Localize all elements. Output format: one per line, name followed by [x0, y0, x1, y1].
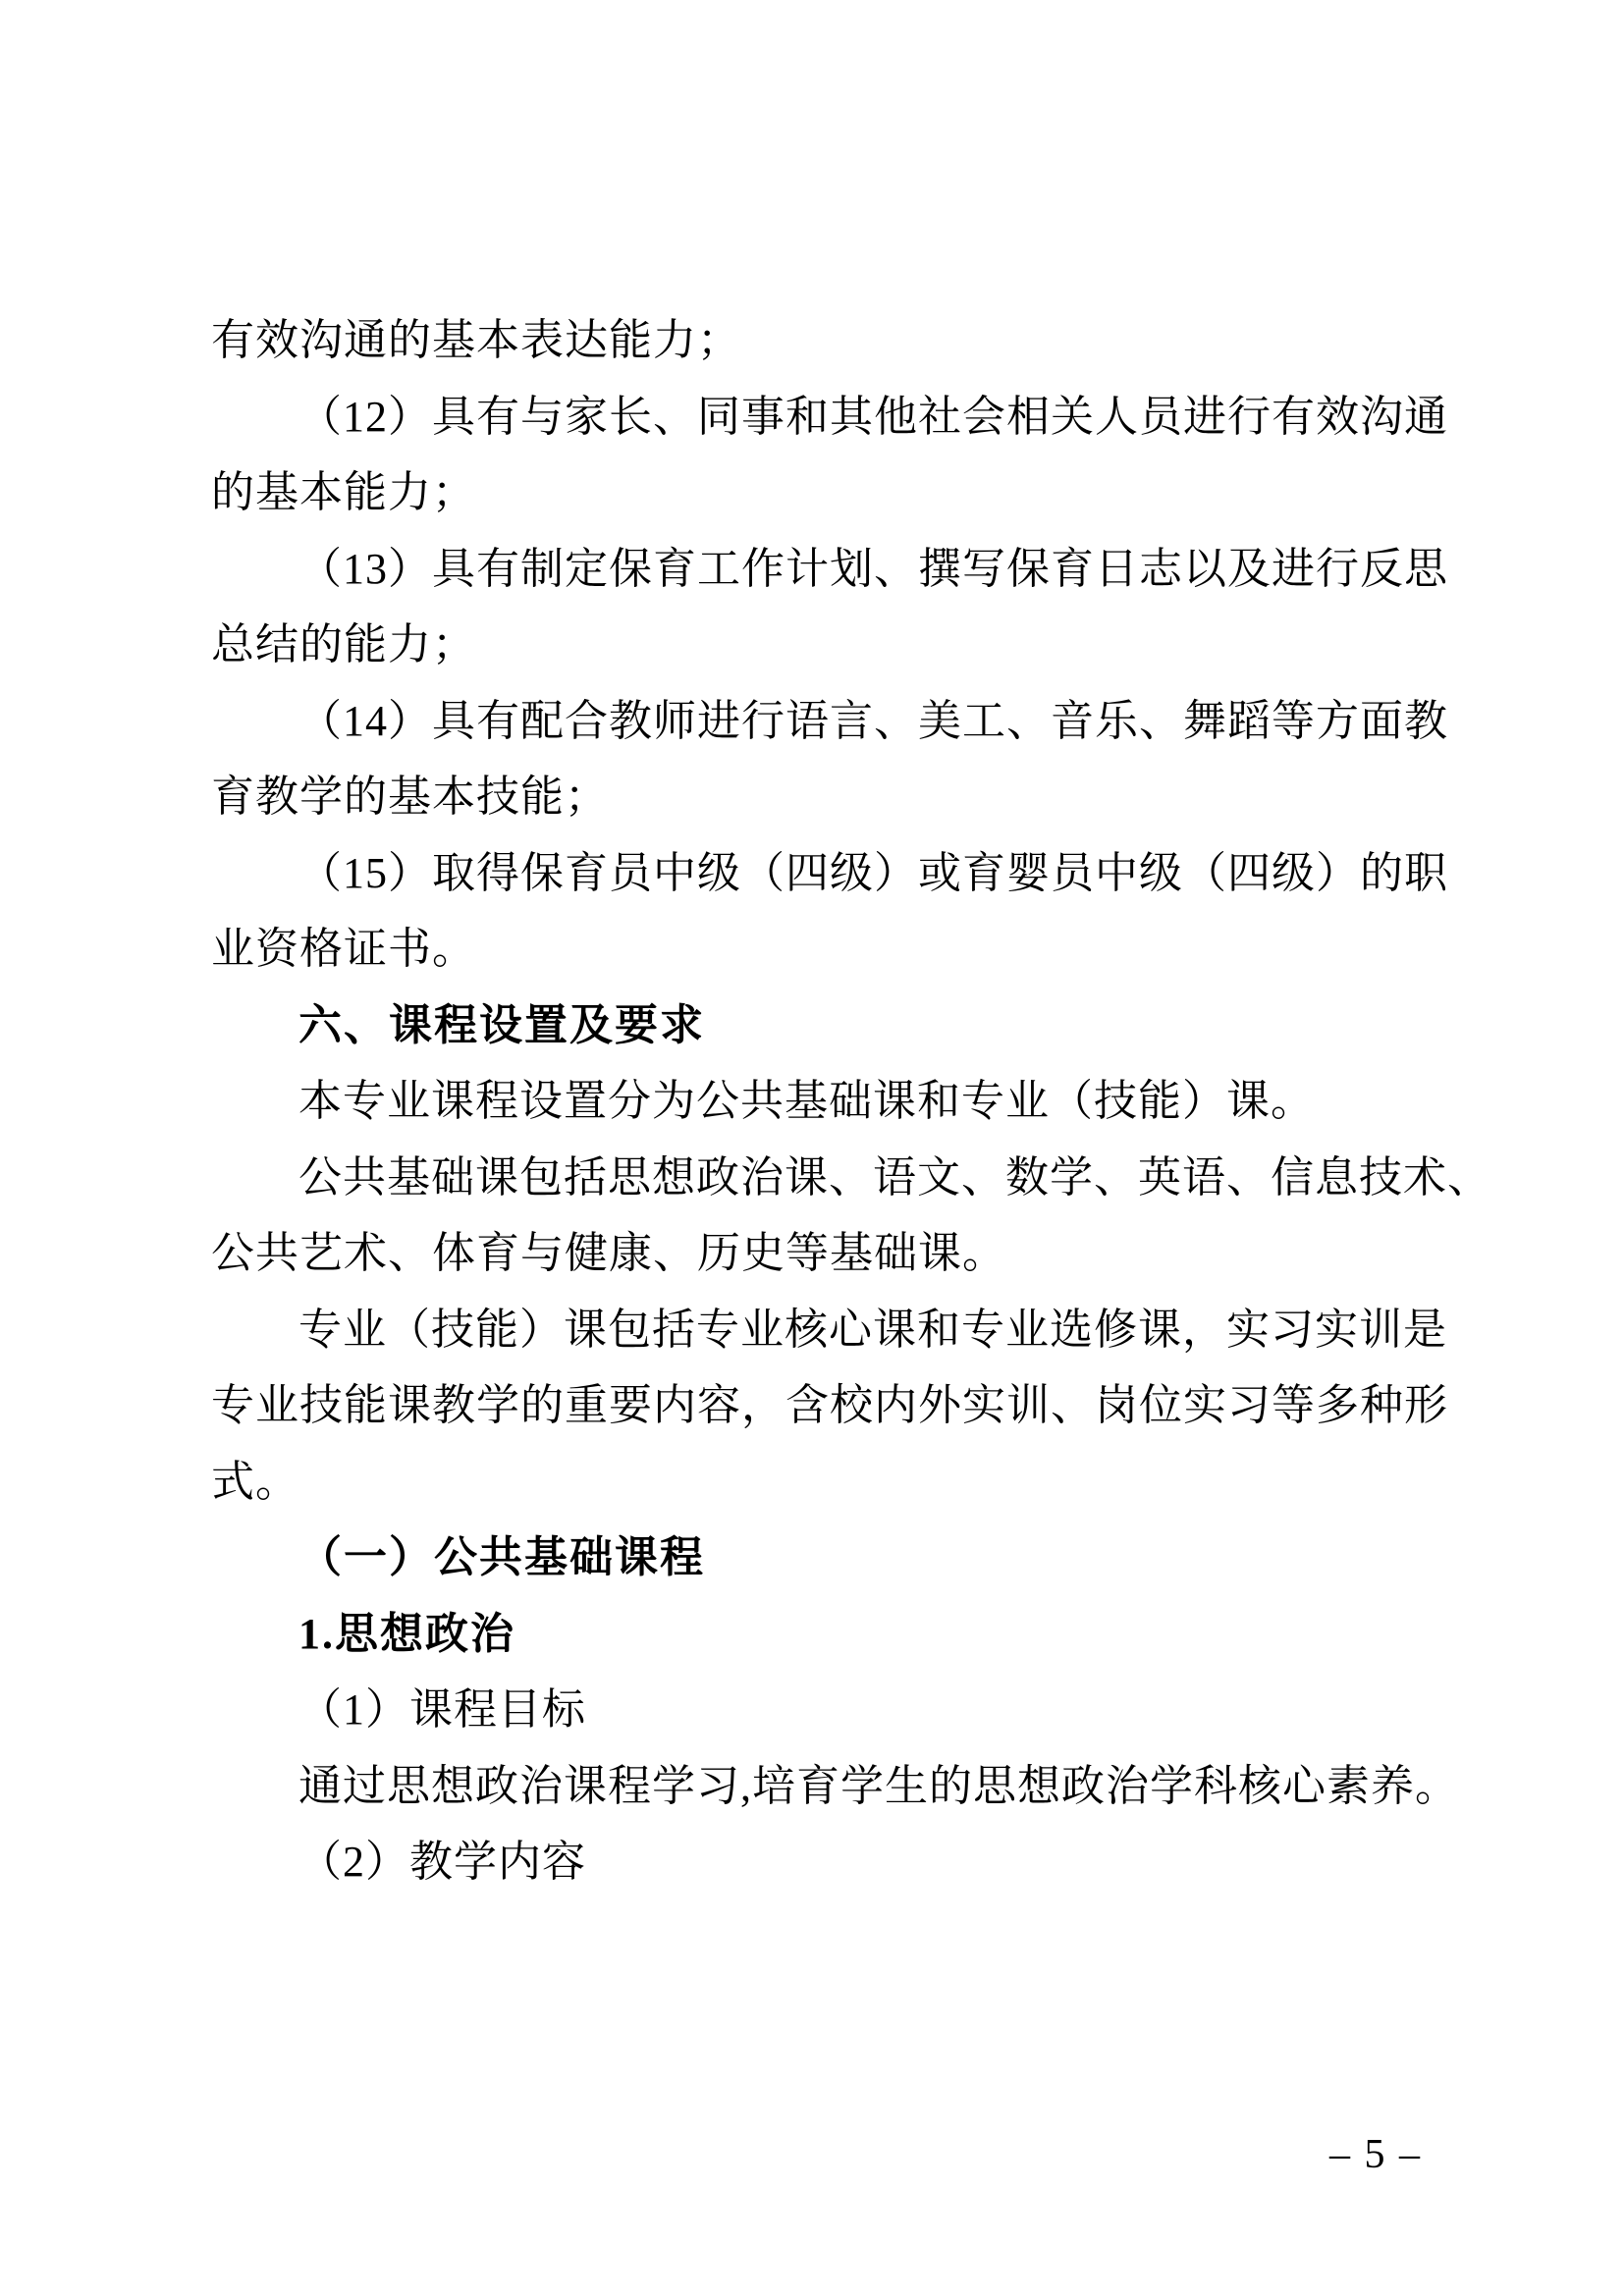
document-line: 六、课程设置及要求	[298, 1000, 705, 1049]
document-line: 1.思想政治	[298, 1609, 515, 1658]
document-line: 式。	[211, 1457, 299, 1506]
document-line: （15）取得保育员中级（四级）或育婴员中级（四级）的职	[298, 848, 1448, 897]
document-line: （14）具有配合教师进行语言、美工、音乐、舞蹈等方面教	[298, 696, 1448, 745]
document-line: 专业（技能）课包括专业核心课和专业选修课，实习实训是	[298, 1305, 1447, 1354]
document-line: 专业技能课教学的重要内容，含校内外实训、岗位实习等多种形	[211, 1381, 1448, 1429]
document-line: 通过思想政治课程学习,培育学生的思想政治学科核心素养。	[298, 1761, 1459, 1810]
document-line: （2）教学内容	[298, 1838, 586, 1886]
document-line: （12）具有与家长、同事和其他社会相关人员进行有效沟通	[298, 392, 1448, 441]
document-line: （13）具有制定保育工作计划、撰写保育日志以及进行反思	[298, 544, 1448, 593]
document-line: （一）公共基础课程	[298, 1533, 705, 1581]
document-line: （1）课程目标	[298, 1685, 586, 1734]
document-content	[211, 302, 1491, 1900]
document-line: 总结的能力；	[211, 620, 476, 668]
document-line: 的基本能力；	[211, 468, 476, 516]
document-line: 公共艺术、体育与健康、历史等基础课。	[211, 1229, 1006, 1277]
page-number: – 5 –	[1329, 2132, 1422, 2177]
document-line: 有效沟通的基本表达能力；	[211, 316, 741, 364]
document-line: 本专业课程设置分为公共基础课和专业（技能）课。	[298, 1077, 1315, 1125]
document-line: 公共基础课包括思想政治课、语文、数学、英语、信息技术、	[298, 1152, 1491, 1201]
document-line: 育教学的基本技能；	[211, 773, 609, 821]
document-line: 业资格证书。	[211, 925, 476, 973]
